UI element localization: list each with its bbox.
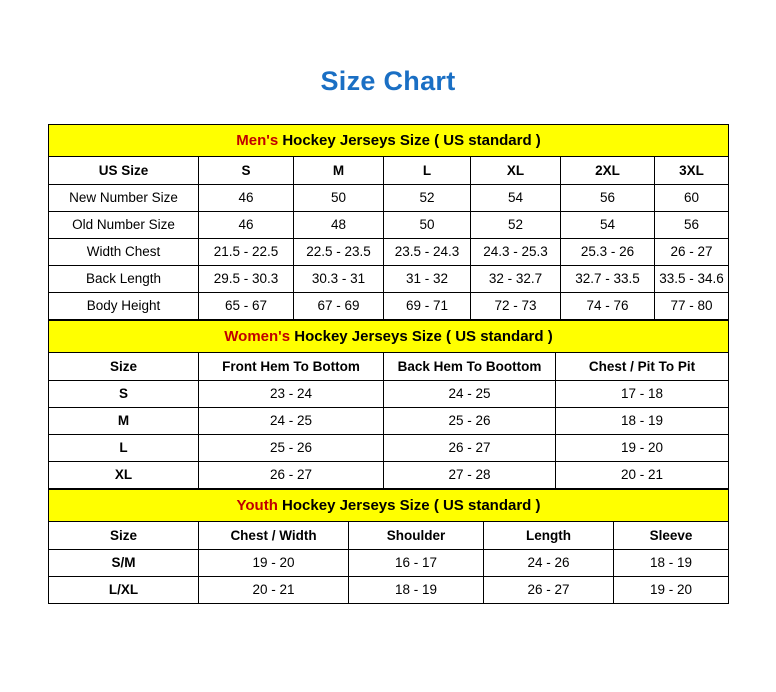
- youth-header-row: [49, 522, 729, 550]
- womens-header-row: [49, 353, 729, 381]
- youth-banner: [49, 490, 729, 522]
- womens-size-table: [48, 320, 729, 489]
- womens-cell: 19 - 20: [556, 435, 729, 462]
- table-row: [49, 293, 729, 320]
- mens-cell: 77 - 80: [655, 293, 729, 320]
- table-row: [49, 550, 729, 577]
- mens-cell: 56: [655, 212, 729, 239]
- mens-header-cell: S: [199, 157, 294, 185]
- womens-row-label: XL: [49, 462, 199, 489]
- mens-cell: 52: [471, 212, 561, 239]
- mens-row-label: Back Length: [49, 266, 199, 293]
- youth-header-cell: Length: [484, 522, 614, 550]
- table-row: [49, 577, 729, 604]
- mens-cell: 29.5 - 30.3: [199, 266, 294, 293]
- mens-cell: 52: [384, 185, 471, 212]
- mens-header-cell: US Size: [49, 157, 199, 185]
- mens-cell: 25.3 - 26: [561, 239, 655, 266]
- mens-cell: 33.5 - 34.6: [655, 266, 729, 293]
- mens-cell: 26 - 27: [655, 239, 729, 266]
- youth-cell: 18 - 19: [614, 550, 729, 577]
- table-row: [49, 381, 729, 408]
- mens-cell: 30.3 - 31: [294, 266, 384, 293]
- mens-header-cell: L: [384, 157, 471, 185]
- womens-header-cell: Chest / Pit To Pit: [556, 353, 729, 381]
- mens-banner: [49, 125, 729, 157]
- youth-row-label: S/M: [49, 550, 199, 577]
- mens-cell: 46: [199, 185, 294, 212]
- table-row: [49, 408, 729, 435]
- mens-cell: 54: [561, 212, 655, 239]
- mens-cell: 67 - 69: [294, 293, 384, 320]
- youth-header-cell: Size: [49, 522, 199, 550]
- mens-banner-accent: Men's: [236, 131, 279, 149]
- youth-cell: 19 - 20: [614, 577, 729, 604]
- mens-cell: 23.5 - 24.3: [384, 239, 471, 266]
- womens-cell: 20 - 21: [556, 462, 729, 489]
- womens-row-label: L: [49, 435, 199, 462]
- womens-cell: 25 - 26: [199, 435, 384, 462]
- womens-cell: 25 - 26: [384, 408, 556, 435]
- page-title: Size Chart: [320, 66, 456, 96]
- womens-cell: 24 - 25: [384, 381, 556, 408]
- mens-cell: 46: [199, 212, 294, 239]
- table-row: [49, 239, 729, 266]
- womens-header-cell: Size: [49, 353, 199, 381]
- mens-cell: 56: [561, 185, 655, 212]
- size-tables-container: [48, 95, 728, 604]
- mens-cell: 65 - 67: [199, 293, 294, 320]
- youth-banner-rest: Hockey Jerseys Size ( US standard ): [277, 496, 541, 514]
- youth-banner-accent: Youth: [236, 496, 278, 514]
- mens-row-label: Old Number Size: [49, 212, 199, 239]
- youth-size-table: [48, 489, 729, 604]
- mens-cell: 60: [655, 185, 729, 212]
- womens-banner: [49, 321, 729, 353]
- mens-cell: 50: [294, 185, 384, 212]
- mens-cell: 74 - 76: [561, 293, 655, 320]
- womens-header-cell: Front Hem To Bottom: [199, 353, 384, 381]
- table-row: [49, 185, 729, 212]
- table-row: [49, 435, 729, 462]
- mens-cell: 50: [384, 212, 471, 239]
- mens-cell: 69 - 71: [384, 293, 471, 320]
- mens-cell: 32 - 32.7: [471, 266, 561, 293]
- youth-header-cell: Chest / Width: [199, 522, 349, 550]
- mens-header-cell: 3XL: [655, 157, 729, 185]
- youth-banner-row: [49, 490, 729, 522]
- table-row: [49, 266, 729, 293]
- youth-cell: 20 - 21: [199, 577, 349, 604]
- table-row: [49, 212, 729, 239]
- mens-cell: 48: [294, 212, 384, 239]
- mens-row-label: Width Chest: [49, 239, 199, 266]
- womens-cell: 17 - 18: [556, 381, 729, 408]
- youth-header-cell: Sleeve: [614, 522, 729, 550]
- mens-header-cell: XL: [471, 157, 561, 185]
- mens-banner-rest: Hockey Jerseys Size ( US standard ): [278, 131, 541, 149]
- womens-banner-accent: Women's: [224, 327, 291, 345]
- womens-row-label: S: [49, 381, 199, 408]
- mens-size-table: [48, 124, 729, 320]
- womens-cell: 27 - 28: [384, 462, 556, 489]
- mens-row-label: New Number Size: [49, 185, 199, 212]
- mens-row-label: Body Height: [49, 293, 199, 320]
- womens-cell: 23 - 24: [199, 381, 384, 408]
- mens-cell: 24.3 - 25.3: [471, 239, 561, 266]
- youth-cell: 16 - 17: [349, 550, 484, 577]
- womens-banner-row: [49, 321, 729, 353]
- womens-cell: 26 - 27: [199, 462, 384, 489]
- mens-header-cell: M: [294, 157, 384, 185]
- mens-cell: 54: [471, 185, 561, 212]
- youth-cell: 26 - 27: [484, 577, 614, 604]
- table-row: [49, 462, 729, 489]
- womens-cell: 18 - 19: [556, 408, 729, 435]
- mens-cell: 22.5 - 23.5: [294, 239, 384, 266]
- youth-cell: 18 - 19: [349, 577, 484, 604]
- youth-cell: 24 - 26: [484, 550, 614, 577]
- mens-cell: 21.5 - 22.5: [199, 239, 294, 266]
- mens-header-cell: 2XL: [561, 157, 655, 185]
- womens-header-cell: Back Hem To Boottom: [384, 353, 556, 381]
- youth-cell: 19 - 20: [199, 550, 349, 577]
- mens-header-row: [49, 157, 729, 185]
- mens-cell: 31 - 32: [384, 266, 471, 293]
- youth-header-cell: Shoulder: [349, 522, 484, 550]
- mens-cell: 32.7 - 33.5: [561, 266, 655, 293]
- womens-row-label: M: [49, 408, 199, 435]
- womens-cell: 26 - 27: [384, 435, 556, 462]
- womens-cell: 24 - 25: [199, 408, 384, 435]
- mens-banner-row: [49, 125, 729, 157]
- youth-row-label: L/XL: [49, 577, 199, 604]
- womens-banner-rest: Hockey Jerseys Size ( US standard ): [290, 327, 553, 345]
- mens-cell: 72 - 73: [471, 293, 561, 320]
